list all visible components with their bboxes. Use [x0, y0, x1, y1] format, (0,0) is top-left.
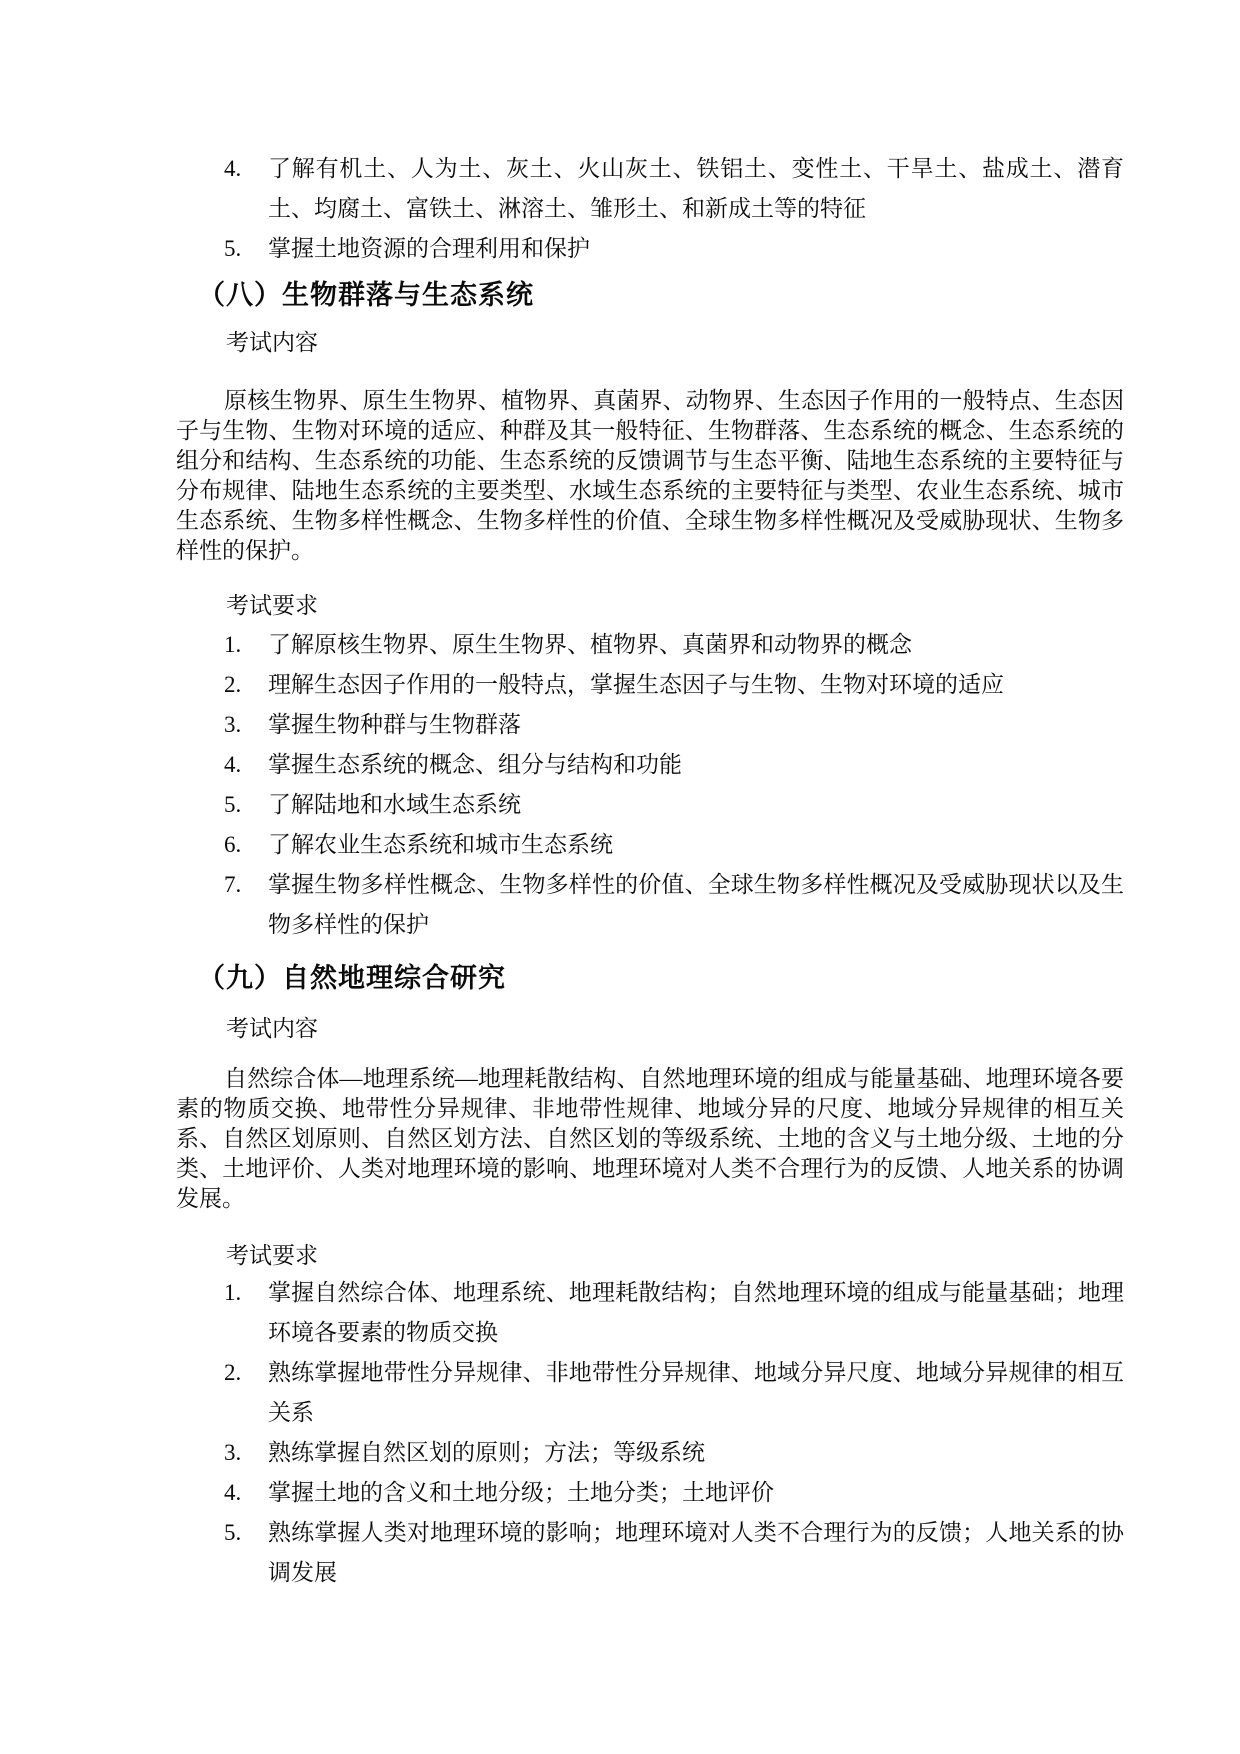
list-item-text: 掌握土地资源的合理利用和保护 [268, 236, 590, 261]
list-item [176, 149, 1124, 229]
exam-content-paragraph: 原核生物界、原生生物界、植物界、真菌界、动物界、生态因子作用的一般特点、生态因子与生物、生物对环境的适应、种群及其一般特征、生物群落、生态系统的概念、生态系统的组分和结构、生态系统的功能、生态系统的反馈调节与生态平衡、陆地生态系统的主要特征与分布规律、陆地生态系统的主要类型、水域生态系统的主要特征与类型、农业生态系统、城市生态系统、生物多样性概念、生物多样性的价值、全球生物多样性概况及受威胁现状、生物多样性的保护。 [176, 388, 1124, 563]
exam-content-label: 考试内容 [226, 1016, 318, 1041]
list-item [176, 745, 1124, 785]
list-item-text: 熟练掌握人类对地理环境的影响；地理环境对人类不合理行为的反馈；人地关系的协调发展 [268, 1520, 1124, 1585]
list-item-number: 5. [224, 236, 242, 261]
list-item-text: 理解生态因子作用的一般特点，掌握生态因子与生物、生物对环境的适应 [268, 672, 1004, 697]
exam-requirements-label: 考试要求 [226, 593, 318, 618]
page-content [176, 149, 1124, 1593]
list-item [176, 825, 1124, 865]
list-item [176, 1273, 1124, 1353]
list-item-number: 5. [224, 1520, 242, 1545]
list-item [176, 1433, 1124, 1473]
list-item [176, 625, 1124, 665]
list-item [176, 1473, 1124, 1513]
exam-content-paragraph: 自然综合体—地理系统—地理耗散结构、自然地理环境的组成与能量基础、地理环境各要素的物质交换、地带性分异规律、非地带性规律、地域分异的尺度、地域分异规律的相互关系、自然区划原则、自然区划方法、自然区划的等级系统、土地的含义与土地分级、土地的分类、土地评价、人类对地理环境的影响、地理环境对人类不合理行为的反馈、人地关系的协调发展。 [176, 1066, 1124, 1211]
list-item-number: 5. [224, 792, 242, 817]
list-item-number: 3. [224, 712, 242, 737]
list-item-text: 了解原核生物界、原生生物界、植物界、真菌界和动物界的概念 [268, 632, 912, 657]
list-item-number: 3. [224, 1440, 242, 1465]
list-item-text: 熟练掌握地带性分异规律、非地带性分异规律、地域分异尺度、地域分异规律的相互关系 [268, 1360, 1124, 1425]
list-item [176, 1353, 1124, 1433]
list-item-text: 熟练掌握自然区划的原则；方法；等级系统 [268, 1440, 705, 1465]
list-item [176, 229, 1124, 269]
list-item [176, 785, 1124, 825]
list-item-number: 2. [224, 1360, 242, 1385]
list-item-number: 4. [224, 752, 242, 777]
list-item-text: 掌握生态系统的概念、组分与结构和功能 [268, 752, 682, 777]
list-item-text: 了解陆地和水域生态系统 [268, 792, 521, 817]
list-item-text: 掌握土地的含义和土地分级；土地分类；土地评价 [268, 1480, 774, 1505]
list-item-number: 4. [224, 156, 242, 181]
section-8-heading: （八）生物群落与生态系统 [198, 280, 534, 310]
list-item [176, 665, 1124, 705]
list-item-text: 掌握生物种群与生物群落 [268, 712, 521, 737]
list-item-text: 掌握自然综合体、地理系统、地理耗散结构；自然地理环境的组成与能量基础；地理环境各要素的物质交换 [268, 1280, 1124, 1345]
list-item [176, 865, 1124, 945]
list-item-number: 4. [224, 1480, 242, 1505]
list-item [176, 705, 1124, 745]
list-item-text: 掌握生物多样性概念、生物多样性的价值、全球生物多样性概况及受威胁现状以及生物多样性的保护 [268, 872, 1124, 937]
section-9-heading: （九）自然地理综合研究 [198, 963, 506, 993]
list-item-text: 了解有机土、人为土、灰土、火山灰土、铁铝土、变性土、干旱土、盐成土、潜育土、均腐土、富铁土、淋溶土、雏形土、和新成土等的特征 [268, 156, 1124, 221]
list-item-number: 7. [224, 872, 242, 897]
list-item-text: 了解农业生态系统和城市生态系统 [268, 832, 613, 857]
exam-requirements-list [176, 625, 1124, 945]
list-item [176, 1513, 1124, 1593]
list-item-number: 1. [224, 1280, 242, 1305]
exam-requirements-list [176, 1273, 1124, 1593]
exam-content-label: 考试内容 [226, 330, 318, 355]
exam-requirements-label: 考试要求 [226, 1243, 318, 1268]
soil-types-requirements-list [176, 149, 1124, 269]
list-item-number: 1. [224, 632, 242, 657]
list-item-number: 6. [224, 832, 242, 857]
list-item-number: 2. [224, 672, 242, 697]
